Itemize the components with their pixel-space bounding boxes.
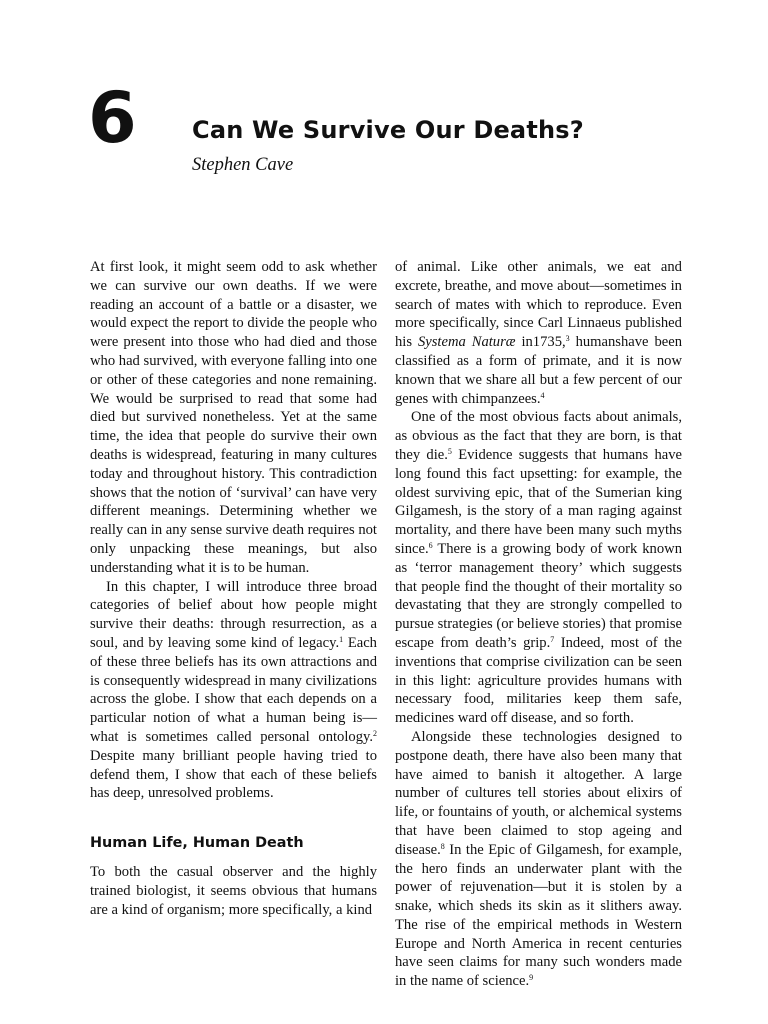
text-run: share [486,371,521,388]
text-run: our [662,371,682,388]
footnote-ref-4: 4 [540,390,545,400]
text-run: as [456,352,476,369]
text-run: 1735, [532,334,566,351]
text-run: Each of these three beliefs has its own attractions and is consequently widespread in many civilizations across the globe. I show that each depends on a particular notion of what a human being is—what is sometimes called personal ontology. [90,634,377,745]
text-run: it [625,352,641,369]
text-run: and [495,277,521,294]
text-run: percent [599,371,647,388]
text-run: of [523,352,543,369]
text-run: more [395,315,430,332]
text-run: To both the casual observer and the highly trained biologist, it seems obvious that humans are a kind of organism; more specifically, a kind [90,864,377,918]
footnote-ref-8: 8 [440,841,445,851]
text-run: to [567,296,585,313]
text-run: Carl [537,315,568,332]
footnote-ref-5: 5 [447,446,452,456]
text-run: and [597,352,626,369]
text-run: we [464,371,487,388]
text-run: mates [455,296,495,313]
text-run: move [520,277,558,294]
text-run: few [573,371,600,388]
text-run: classified [395,352,457,369]
text-run: Even [651,296,682,313]
text-run: animal. [417,259,471,275]
text-run: Alongside these technologies designed to postpone death, there have also been many that have aimed to banish it altogether. A large number of cultures tell stories about elixirs of life, or fountains of youth, or alchemical systems that have been claimed to stop ageing and disease. [395,728,682,858]
text-run: with [431,390,462,407]
text-run: chimpanzees. [461,390,541,407]
text-run: of [646,371,663,388]
text-run: in [515,334,533,351]
text-run: Like [470,259,508,275]
text-run: Evidence suggests that humans have long found this fact upsetting: for example, the oldest surviving epic, that of the Sumerian king Gilgamesh, is the story of a man raging against mortality, and there have been many such myths since. [395,446,682,557]
text-run: Indeed, most of the inventions that comprise civilization can be seen in this light: agriculture provides humans with necessary food, militaries keep them safe, medicines ward off disease, and so forth. [395,634,682,727]
text-run: of [395,259,418,275]
text-run: reproduce. [584,296,652,313]
paragraph-chapter-overview [90,578,377,804]
text-run: in [670,277,682,294]
text-run: we [606,259,634,275]
footnote-ref-3: 3 [565,334,570,344]
text-run: breathe, [444,277,496,294]
text-run: other [507,259,548,275]
text-run: animals, [547,259,607,275]
text-run: form [488,352,524,369]
chapter-author: Stephen Cave [192,155,294,175]
text-run: his [395,334,418,351]
text-run: is [640,352,657,369]
left-column [90,258,377,920]
text-run: with [495,296,527,313]
text-run: since [503,315,538,332]
text-run: been [654,334,683,351]
text-run: excrete, [395,277,445,294]
text-run: but [539,371,563,388]
chapter-number: 6 [88,77,137,159]
text-run: and [660,259,682,275]
text-run: about—sometimes [557,277,671,294]
text-run: Despite many brilliant people having tried to defend them, I show that each of these beliefs has deep, unresolved problems. [90,747,377,802]
text-run: Linnaeus [567,315,626,332]
footnote-ref-2: 2 [373,728,377,738]
footnote-ref-7: 7 [550,634,555,644]
footnote-ref-9: 9 [529,973,534,983]
paragraph-intro: At first look, it might seem odd to ask whether we can survive our own deaths. If we were reading an account of a battle or a disaster, we would expect the report to divide the people who were present into those who had died and those who had survived, with everyone falling into one or other of these categories and none remaining. We would be surprised to read that some had died but survived nonetheless. Yet at the same time, the idea that people do survive their own deaths is widespread, featuring in many cultures today and throughout history. This contradiction shows that the notion of ‘survival’ can have very different meanings. Determining whether we really can in any sense survive death requires not only unpacking these meanings, but also understanding what it is to be human. [90,259,377,576]
text-run: now [656,352,682,369]
section-heading: Human Life, Human Death [90,835,304,852]
text-run: primate, [542,352,598,369]
text-run: genes [395,390,432,407]
text-run: that [438,371,465,388]
text-run: specifically, [429,315,504,332]
text-run: In the Epic of Gilgamesh, for example, the hero finds an underwater plant with the power of rejuvenation—but it is stolen by a snake, which sheds its skin as it slithers away. The rise of the empirical methods in Western Europe and North America in recent centuries have seen claims for many such wonders made in the name of science. [395,841,682,990]
paragraph-human-organism [90,863,377,919]
right-column [395,258,682,991]
italic-book-title: Systema Naturæ [417,334,516,351]
text-run: a [475,352,489,369]
text-run: a [562,371,574,388]
text-run: have [620,334,655,351]
footnote-ref-1: 1 [339,634,344,644]
paragraph-banish-death [395,728,682,991]
text-run: One of the most obvious facts about animals, as obvious as the fact that they are born, is that they die. [395,409,682,463]
text-run: published [625,315,682,332]
text-run: known [395,371,439,388]
paragraph-human-organism-continued [395,258,682,408]
paragraph-animals-die [395,408,682,728]
text-run: of [437,296,456,313]
text-run: search [395,296,438,313]
text-run: which [526,296,568,313]
text-run: all [521,371,540,388]
text-run: humans [569,334,621,351]
text-run: There is a growing body of work known as ‘terror management theory’ which suggests that people find the thought of their mortality so devastating that they are strongly compelled to pursue strategies (or believe stories) that promise escape from death’s grip. [395,540,682,651]
footnote-ref-6: 6 [428,540,433,550]
text-run: In this chapter, I will introduce three broad categories of belief about how people might survive their deaths: through resurrection, as a soul, and by leaving some kind of legacy. [90,578,377,651]
text-run: eat [633,259,661,275]
chapter-title: Can We Survive Our Deaths? [192,116,584,144]
